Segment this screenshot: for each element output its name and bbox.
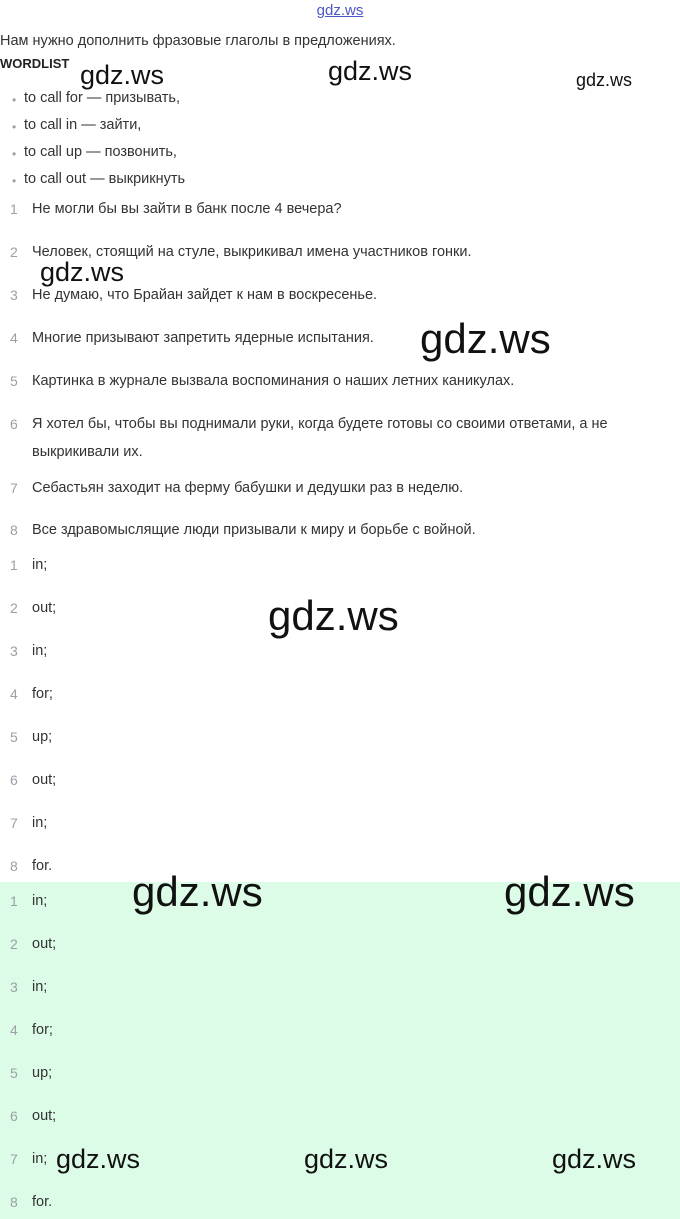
watermark: gdz.ws: [80, 60, 165, 90]
list-item: 4 for;: [10, 1022, 53, 1038]
list-item: 1 Не могли бы вы зайти в банк после 4 вечера?: [10, 201, 342, 217]
list-item: 1 in;: [10, 893, 48, 909]
watermark: gdz.ws: [268, 592, 399, 639]
watermark: gdz.ws: [304, 1144, 389, 1174]
list-item: 2 Человек, стоящий на стуле, выкрикивал имена участников гонки.: [10, 244, 472, 260]
wordlist-heading: WORDLIST: [0, 56, 70, 71]
list-item: 2 out;: [10, 600, 57, 616]
wordlist: [12, 90, 185, 198]
list-item: 6 out;: [10, 1108, 57, 1124]
bullet-icon: •: [12, 120, 17, 134]
list-item: 8 for.: [10, 1194, 53, 1210]
watermark: gdz.ws: [56, 1144, 141, 1174]
list-item: 4 for;: [10, 686, 53, 702]
list-item: 6 Я хотел бы, чтобы вы поднимали руки, когда будете готовы со своими ответами, а не выкрикивали их.: [10, 416, 608, 460]
list-item: 5 Картинка в журнале вызвала воспоминания о наших летних каникулах.: [10, 373, 515, 389]
list-item: 5 up;: [10, 729, 53, 745]
wordlist-item: • to call out — выкрикнуть: [12, 171, 185, 198]
watermark: gdz.ws: [328, 56, 413, 86]
bullet-icon: •: [12, 174, 17, 188]
list-item: 8 for.: [10, 858, 53, 874]
task-intro: Нам нужно дополнить фразовые глаголы в предложениях.: [0, 33, 396, 49]
list-item: 3 in;: [10, 979, 48, 995]
list-item: 8 Все здравомыслящие люди призывали к миру и борьбе с войной.: [10, 522, 476, 538]
watermark: gdz.ws: [504, 868, 635, 915]
watermark: gdz.ws: [576, 70, 633, 90]
wordlist-item: • to call in — зайти,: [12, 117, 185, 144]
watermark: gdz.ws: [132, 868, 263, 915]
watermark: gdz.ws: [40, 257, 125, 287]
list-item: 7 in;: [10, 815, 48, 831]
list-item: 5 up;: [10, 1065, 53, 1081]
wordlist-item: • to call for — призывать,: [12, 90, 185, 117]
list-item: 4 Многие призывают запретить ядерные испытания.: [10, 330, 374, 346]
wordlist-item: • to call up — позвонить,: [12, 144, 185, 171]
list-item: 2 out;: [10, 936, 57, 952]
list-item: 3 in;: [10, 643, 48, 659]
list-item: 7 in;: [10, 1151, 48, 1167]
bullet-icon: •: [12, 93, 17, 107]
bullet-icon: •: [12, 147, 17, 161]
watermark: gdz.ws: [552, 1144, 637, 1174]
watermark: gdz.ws: [420, 315, 551, 362]
list-item: 7 Себастьян заходит на ферму бабушки и дедушки раз в неделю.: [10, 480, 464, 496]
list-item: 6 out;: [10, 772, 57, 788]
list-item: 1 in;: [10, 557, 48, 573]
site-link[interactable]: gdz.ws: [316, 2, 364, 19]
list-item: 3 Не думаю, что Брайан зайдет к нам в воскресенье.: [10, 287, 378, 303]
